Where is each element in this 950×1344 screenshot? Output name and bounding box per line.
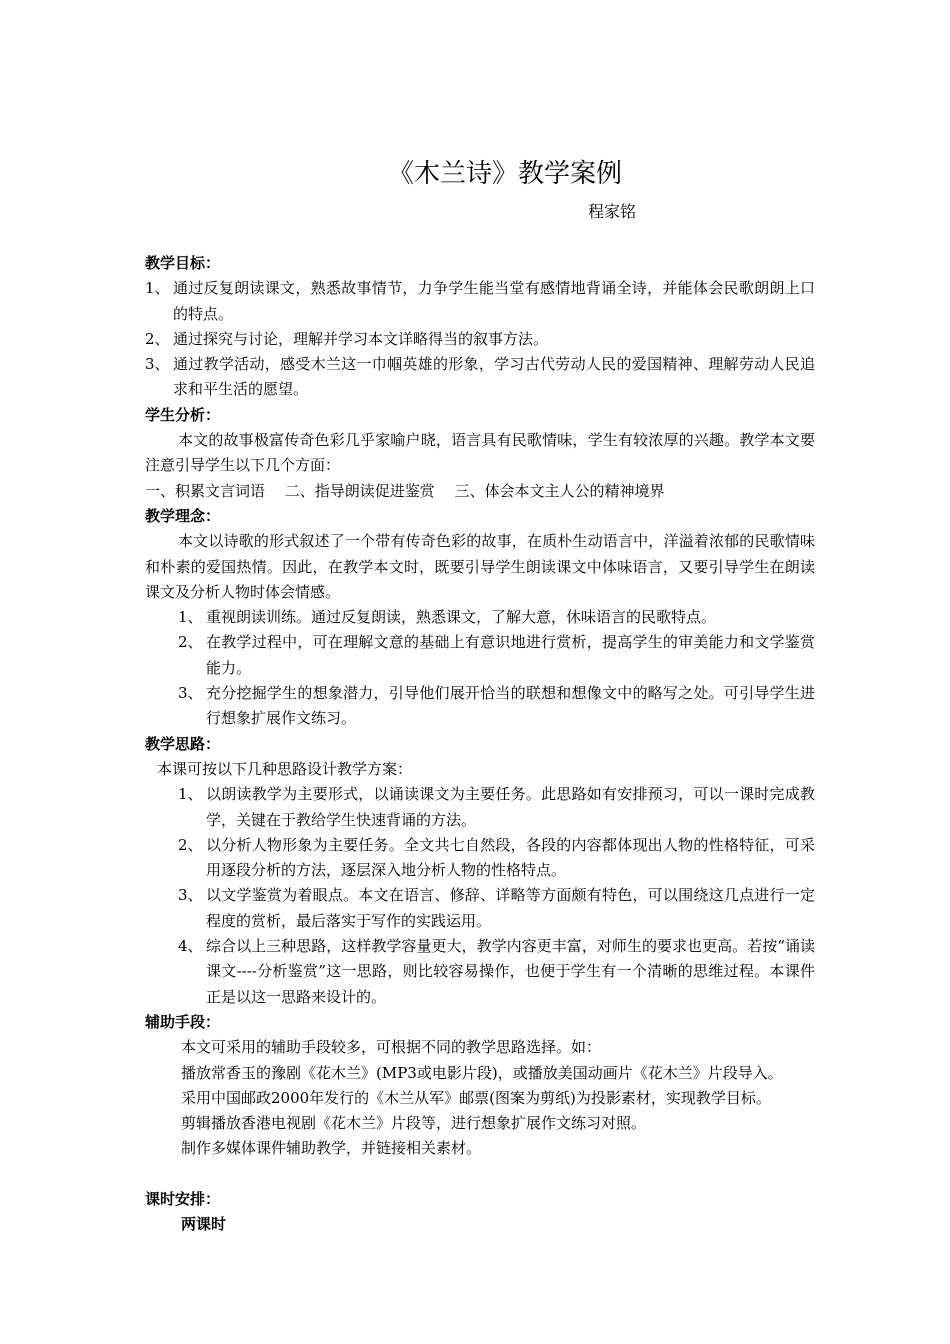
goal-number: 3、	[145, 355, 170, 374]
section-heading-students: 学生分析：	[145, 405, 221, 424]
approach-item	[145, 934, 815, 1010]
approach-item	[145, 782, 815, 833]
section-heading-goals: 教学目标：	[145, 254, 221, 272]
approach-text: 综合以上三种思路，这样教学容量更大，教学内容更丰富，对师生的要求也更高。若按“诵读课文----分析鉴赏”这一思路，则比较容易操作，也便于学生有一个清晰的思维过程。本课件正是以这一思路来设计的。	[206, 937, 815, 1006]
section-heading-schedule: 课时安排：	[145, 1189, 221, 1208]
concept-item	[145, 681, 815, 732]
concept-text: 在教学过程中，可在理解文意的基础上有意识地进行赏析，提高学生的审美能力和文学鉴赏能力。	[206, 633, 815, 677]
students-aspects: 一、积累文言词语 二、指导朗读促进鉴赏 三、体会本文主人公的精神境界	[145, 481, 665, 500]
section-spacer	[145, 1162, 815, 1187]
approach-number: 2、	[178, 835, 203, 854]
aids-line: 采用中国邮政2000年发行的《木兰从军》邮票(图案为剪纸)为投影素材，实现教学目标。	[181, 1088, 771, 1107]
approach-number: 1、	[178, 785, 203, 804]
concept-item	[145, 605, 815, 630]
students-paragraph: 本文的故事极富传奇色彩几乎家喻户晓，语言具有民歌情味，学生有较浓厚的兴趣。教学本文要注意引导学生以下几个方面：	[145, 431, 815, 475]
goal-number: 1、	[145, 279, 170, 298]
concept-text: 重视朗读训练。通过反复朗读，熟悉课文，了解大意，休味语言的民歌特点。	[206, 608, 717, 627]
goal-text: 通过探究与讨论，理解并学习本文详略得当的叙事方法。	[173, 329, 549, 348]
goal-number: 2、	[145, 329, 170, 348]
schedule-value: 两课时	[181, 1214, 227, 1233]
concept-text: 充分挖掘学生的想象潜力，引导他们展开恰当的联想和想像文中的略写之处。可引导学生进行想象扩展作文练习。	[206, 684, 815, 728]
approach-text: 以分析人物形象为主要任务。全文共七自然段，各段的内容都体现出人物的性格特征，可采用逐段分析的方法，逐层深入地分析人物的性格特点。	[206, 835, 815, 880]
approach-intro: 本课可按以下几种思路设计教学方案：	[157, 759, 413, 778]
aids-line: 本文可采用的辅助手段较多，可根据不同的教学思路选择。如：	[181, 1038, 602, 1057]
approach-item	[145, 883, 815, 934]
concept-number: 3、	[178, 684, 203, 703]
approach-text: 以朗读教学为主要形式，以诵读课文为主要任务。此思路如有安排预习，可以一课时完成教学，关键在于教给学生快速背诵的方法。	[206, 785, 815, 829]
concept-paragraph: 本文以诗歌的形式叙述了一个带有传奇色彩的故事，在质朴生动语言中，洋溢着浓郁的民歌情味和朴素的爱国热情。因此，在教学本文时，既要引导学生朗读课文中体味语言，又要引导学生在朗读课文及分析人物时体会情感。	[145, 532, 815, 601]
approach-number: 4、	[178, 937, 203, 956]
document-body	[145, 251, 815, 1237]
approach-text: 以文学鉴赏为着眼点。本文在语言、修辞、详略等方面颇有特色，可以围绕这几点进行一定程度的赏析，最后落实于写作的实践运用。	[206, 886, 815, 930]
goal-item	[145, 276, 815, 327]
aids-line: 制作多媒体课件辅助教学，并链接相关素材。	[181, 1139, 482, 1158]
concept-number: 2、	[178, 633, 203, 652]
approach-number: 3、	[178, 886, 203, 905]
aids-line: 剪辑播放香港电视剧《花木兰》片段等，进行想象扩展作文练习对照。	[181, 1114, 647, 1133]
approach-item	[145, 833, 815, 884]
document-title: 《木兰诗》教学案例	[387, 159, 622, 189]
goal-item	[145, 327, 815, 352]
section-heading-aids: 辅助手段：	[145, 1012, 221, 1031]
aids-line: 播放常香玉的豫剧《花木兰》(MP3或电影片段)，或播放美国动画片《花木兰》片段导入。	[181, 1063, 783, 1082]
goal-text: 通过教学活动，感受木兰这一巾帼英雄的形象，学习古代劳动人民的爱国精神、理解劳动人民追求和平生活的愿望。	[173, 355, 815, 399]
goal-item	[145, 352, 815, 403]
section-heading-concept: 教学理念：	[145, 506, 221, 525]
section-heading-approach: 教学思路：	[145, 734, 221, 753]
concept-number: 1、	[178, 608, 203, 627]
author-name: 程家铭	[588, 202, 637, 221]
goal-text: 通过反复朗读课文，熟悉故事情节，力争学生能当堂有感情地背诵全诗，并能体会民歌朗朗上口的特点。	[173, 279, 815, 323]
concept-item	[145, 630, 815, 681]
